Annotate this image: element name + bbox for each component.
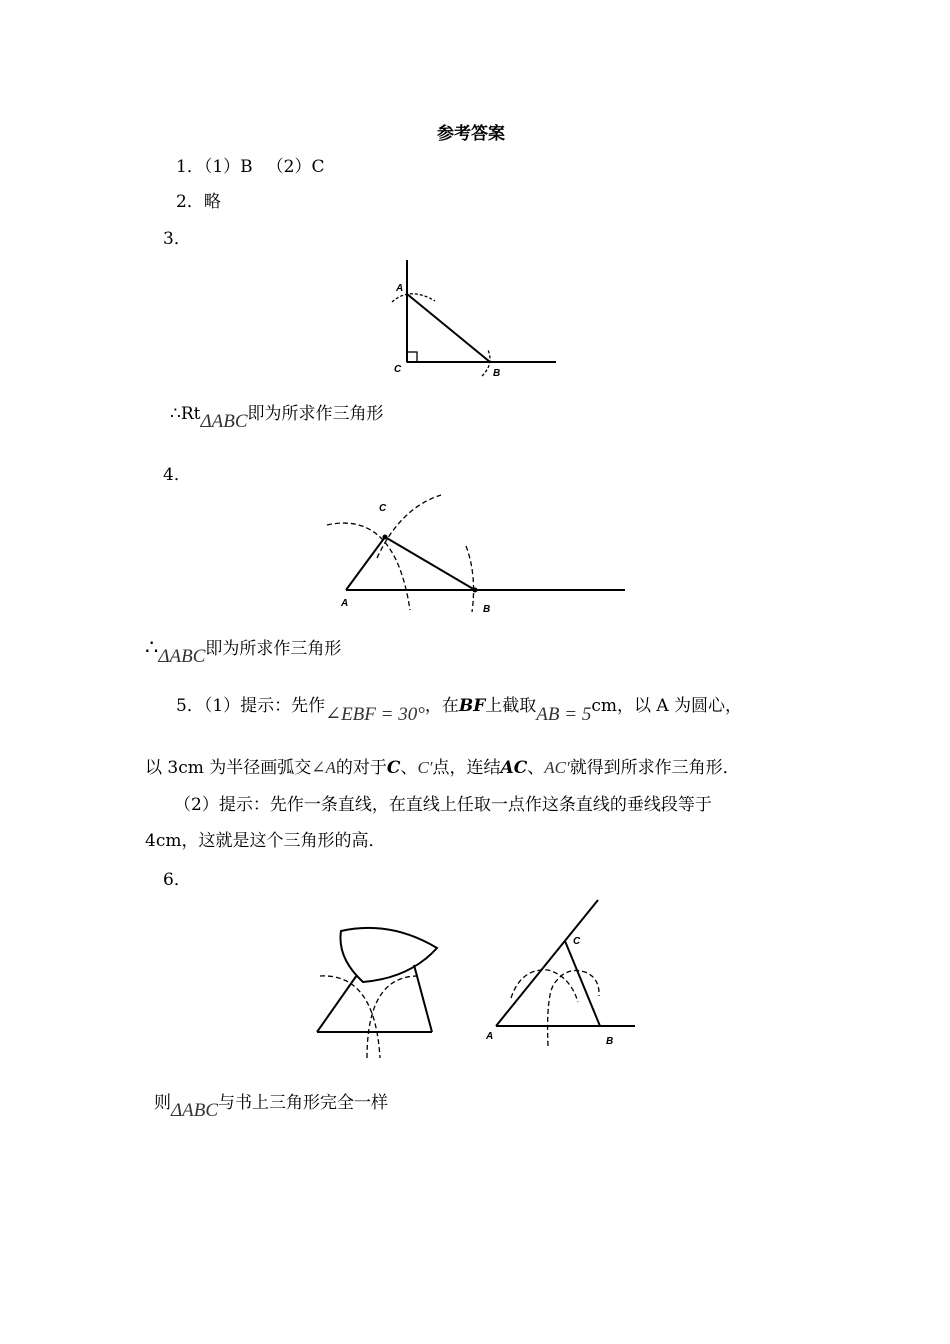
q4-arc-from-a bbox=[327, 523, 410, 610]
q6-conclusion-text: 与书上三角形完全一样 bbox=[218, 1093, 389, 1113]
q1-part2: （2）C bbox=[266, 157, 325, 177]
q6-c-side-bc bbox=[565, 941, 600, 1026]
q3-hypotenuse bbox=[407, 294, 490, 362]
q3-right-angle-mark bbox=[407, 352, 417, 362]
q6-constructed-triangle-figure bbox=[482, 896, 642, 1056]
q4-side-bc bbox=[385, 537, 475, 590]
q4-label-c: C bbox=[379, 503, 387, 514]
q6-conclusion bbox=[154, 1093, 389, 1121]
q5-l2-a: 以 3cm 为半径画弧交 bbox=[145, 758, 312, 778]
q4-arc-from-b bbox=[377, 495, 441, 558]
q5-l2-b: 的对于 bbox=[335, 758, 387, 778]
q5-segment-ac-prime: AC′ bbox=[544, 758, 570, 777]
q5-ab-length: AB = 5 bbox=[536, 704, 592, 725]
q6-book-triangle-figure bbox=[310, 918, 450, 1063]
q5-angle-ebf: ∠EBF = 30° bbox=[325, 704, 425, 725]
q6-c-ray bbox=[496, 900, 598, 1026]
q4-triangle-figure bbox=[325, 490, 635, 620]
q6-triangle-abc: ΔABC bbox=[171, 1100, 219, 1121]
q4-conclusion-text: 即为所求作三角形 bbox=[205, 639, 342, 659]
q4-label-a: A bbox=[341, 598, 349, 609]
q1-answer bbox=[176, 157, 324, 177]
q5-point-c: C bbox=[386, 758, 401, 778]
q4-side-ac bbox=[346, 537, 385, 590]
q4-triangle-abc: ΔABC bbox=[158, 646, 206, 667]
q3-conclusion bbox=[170, 404, 384, 432]
q5-l2-g: 就得到所求作三角形． bbox=[569, 758, 740, 778]
q3-therefore: ∴Rt bbox=[170, 404, 201, 424]
q5-point-c-prime: C′ bbox=[417, 758, 433, 777]
page-title: 参考答案 bbox=[437, 124, 505, 144]
q5-angle-a: ∠A bbox=[311, 758, 336, 777]
q4-label-b: B bbox=[483, 604, 491, 615]
q4-number: 4． bbox=[163, 465, 191, 485]
q3-right-triangle-figure bbox=[388, 258, 568, 383]
q5-hint1-a: （1）提示：先作 bbox=[203, 696, 326, 716]
q4-therefore: ∴ bbox=[145, 635, 159, 659]
q2-number: 2． bbox=[176, 192, 204, 212]
q6-then: 则 bbox=[154, 1093, 171, 1113]
q6-arc-right bbox=[367, 976, 418, 1058]
q4-arc-at-b bbox=[466, 546, 474, 612]
q5-part1-line2 bbox=[145, 758, 740, 778]
q2-answer bbox=[176, 192, 221, 212]
q5-number: 5． bbox=[176, 696, 204, 716]
q4-conclusion bbox=[145, 635, 342, 667]
q6-label-a: A bbox=[486, 1031, 494, 1042]
q5-l2-f: 、 bbox=[527, 758, 545, 778]
q1-number: 1． bbox=[176, 157, 204, 177]
q6-torn-paper bbox=[340, 928, 437, 982]
q3-label-b: B bbox=[493, 368, 501, 379]
q5-hint1-d: cm，以 A 为圆心， bbox=[591, 696, 743, 716]
q3-conclusion-text: 即为所求作三角形 bbox=[247, 404, 384, 424]
q5-segment-ac: AC bbox=[500, 758, 528, 778]
q5-part2-line2: 4cm，这就是这个三角形的高． bbox=[145, 831, 386, 851]
q5-hint1-c: 上截取 bbox=[485, 696, 537, 716]
q5-hint1-b: ，在 bbox=[424, 696, 459, 716]
q5-part1-line1 bbox=[176, 696, 743, 725]
q1-part1: （1）B bbox=[203, 157, 253, 177]
q2-text: 略 bbox=[203, 192, 221, 212]
q5-l2-d: 、 bbox=[400, 758, 418, 778]
q6-c-arc-1 bbox=[511, 970, 578, 1002]
q6-label-b: B bbox=[606, 1036, 614, 1047]
q3-arc-a bbox=[392, 294, 435, 302]
q6-number: 6． bbox=[163, 870, 191, 890]
q3-label-c: C bbox=[394, 364, 402, 375]
q3-label-a: A bbox=[396, 283, 404, 294]
q3-triangle-abc: ΔABC bbox=[200, 411, 248, 432]
q6-right-side bbox=[414, 965, 432, 1032]
q5-part2-line1: （2）提示：先作一条直线，在直线上任取一点作这条直线的垂线段等于 bbox=[174, 795, 712, 815]
q4-point-c bbox=[383, 535, 388, 540]
q6-c-arc-2 bbox=[548, 971, 599, 1047]
q6-label-c: C bbox=[573, 936, 581, 947]
q3-number: 3． bbox=[163, 229, 191, 249]
q5-l2-e: 点，连结 bbox=[432, 758, 501, 778]
q5-bf: BF bbox=[458, 696, 486, 716]
